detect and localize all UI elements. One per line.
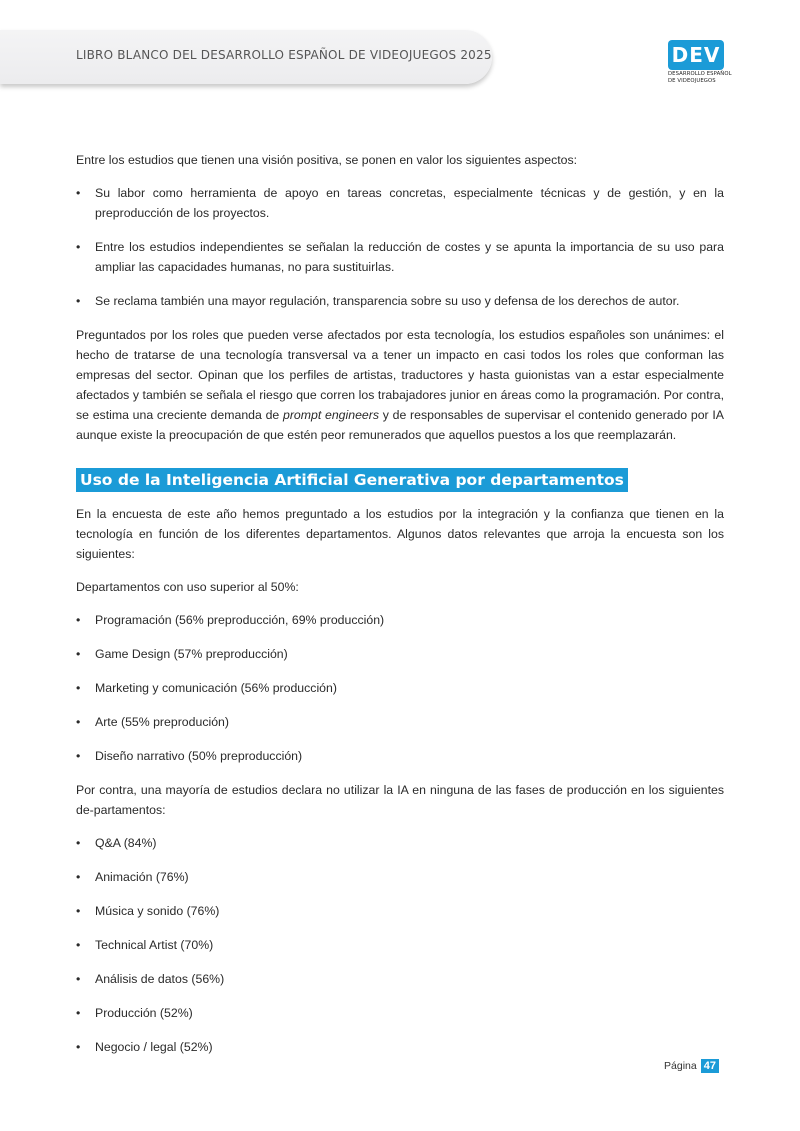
list-item: • Game Design (57% preproducción) (76, 644, 724, 664)
list-item: • Q&A (84%) (76, 833, 724, 853)
list-item: • Arte (55% preprodución) (76, 712, 724, 732)
no-use-label: Por contra, una mayoría de estudios declara no utilizar la IA en ninguna de las fases de producción en los siguientes de-partamentos: (76, 783, 724, 817)
section-intro-paragraph: En la encuesta de este año hemos preguntado a los estudios por la integración y la confianza que tienen en la tecnología en función de los diferentes departamentos. Algunos datos relevantes que arroja la encuesta son los siguientes: (76, 507, 724, 561)
list-item: • Entre los estudios independientes se señalan la reducción de costes y se apunta la importancia de su uso para ampliar las capacidades humanas, no para sustituirlas. (76, 237, 724, 277)
no-use-list (76, 833, 724, 1057)
section-heading: Uso de la Inteligencia Artificial Generativa por departamentos (76, 468, 628, 492)
page-content (76, 150, 724, 1071)
list-item: • Technical Artist (70%) (76, 935, 724, 955)
dev-logo-text: DEV (671, 43, 721, 67)
list-item: • Marketing y comunicación (56% producción) (76, 678, 724, 698)
list-item: • Negocio / legal (52%) (76, 1037, 724, 1057)
dev-logo (668, 40, 732, 84)
list-item: • Animación (76%) (76, 867, 724, 887)
roles-emphasis: prompt engineers (282, 408, 379, 422)
dev-logo-subtitle-2: DE VIDEOJUEGOS (668, 78, 716, 84)
intro-paragraph: Entre los estudios que tienen una visión positiva, se ponen en valor los siguientes aspectos: (76, 153, 578, 167)
list-item: • Se reclama también una mayor regulación, transparencia sobre su uso y defensa de los derechos de autor. (76, 291, 724, 311)
list-item: • Análisis de datos (56%) (76, 969, 724, 989)
list-item: • Música y sonido (76%) (76, 901, 724, 921)
dev-logo-box (668, 40, 724, 70)
above-50-list (76, 610, 724, 766)
above-50-label: Departamentos con uso superior al 50%: (76, 580, 299, 594)
page-number: 47 (701, 1059, 719, 1073)
list-item: • Programación (56% preproducción, 69% producción) (76, 610, 724, 630)
roles-text-part-1: Preguntados por los roles que pueden verse afectados por esta tecnología, los estudios españoles son unánimes: el hecho de tratarse de una tecnología transversal va a tener un impacto en casi todos los roles que conforman las empresas del sector. Opinan que los perfiles de artistas, traductores y hasta guionistas van a estar especialmente afectados y también se señala el riesgo que corren los trabajadores junior en áreas como la programación. Por contra, se estima una creciente demanda de (76, 328, 724, 422)
roles-text-part-2: y de responsables de supervisar el contenido generado por IA aunque existe la preocupación de que estén peor remunerados que aquellos puestos a los que reemplazarán. (76, 408, 724, 442)
list-item: • Diseño narrativo (50% preproducción) (76, 746, 724, 766)
list-item: • Producción (52%) (76, 1003, 724, 1023)
positive-aspects-list (76, 183, 724, 311)
dev-logo-subtitle-1: DESARROLLO ESPAÑOL (668, 71, 732, 77)
document-title: LIBRO BLANCO DEL DESARROLLO ESPAÑOL DE VIDEOJUEGOS 2025 (76, 48, 492, 62)
roles-paragraph (76, 325, 724, 445)
list-item: • Su labor como herramienta de apoyo en tareas concretas, especialmente técnicas y de gestión, y en la preproducción de los proyectos. (76, 183, 724, 223)
page-label: Página (664, 1060, 697, 1072)
page-footer (664, 1059, 719, 1073)
